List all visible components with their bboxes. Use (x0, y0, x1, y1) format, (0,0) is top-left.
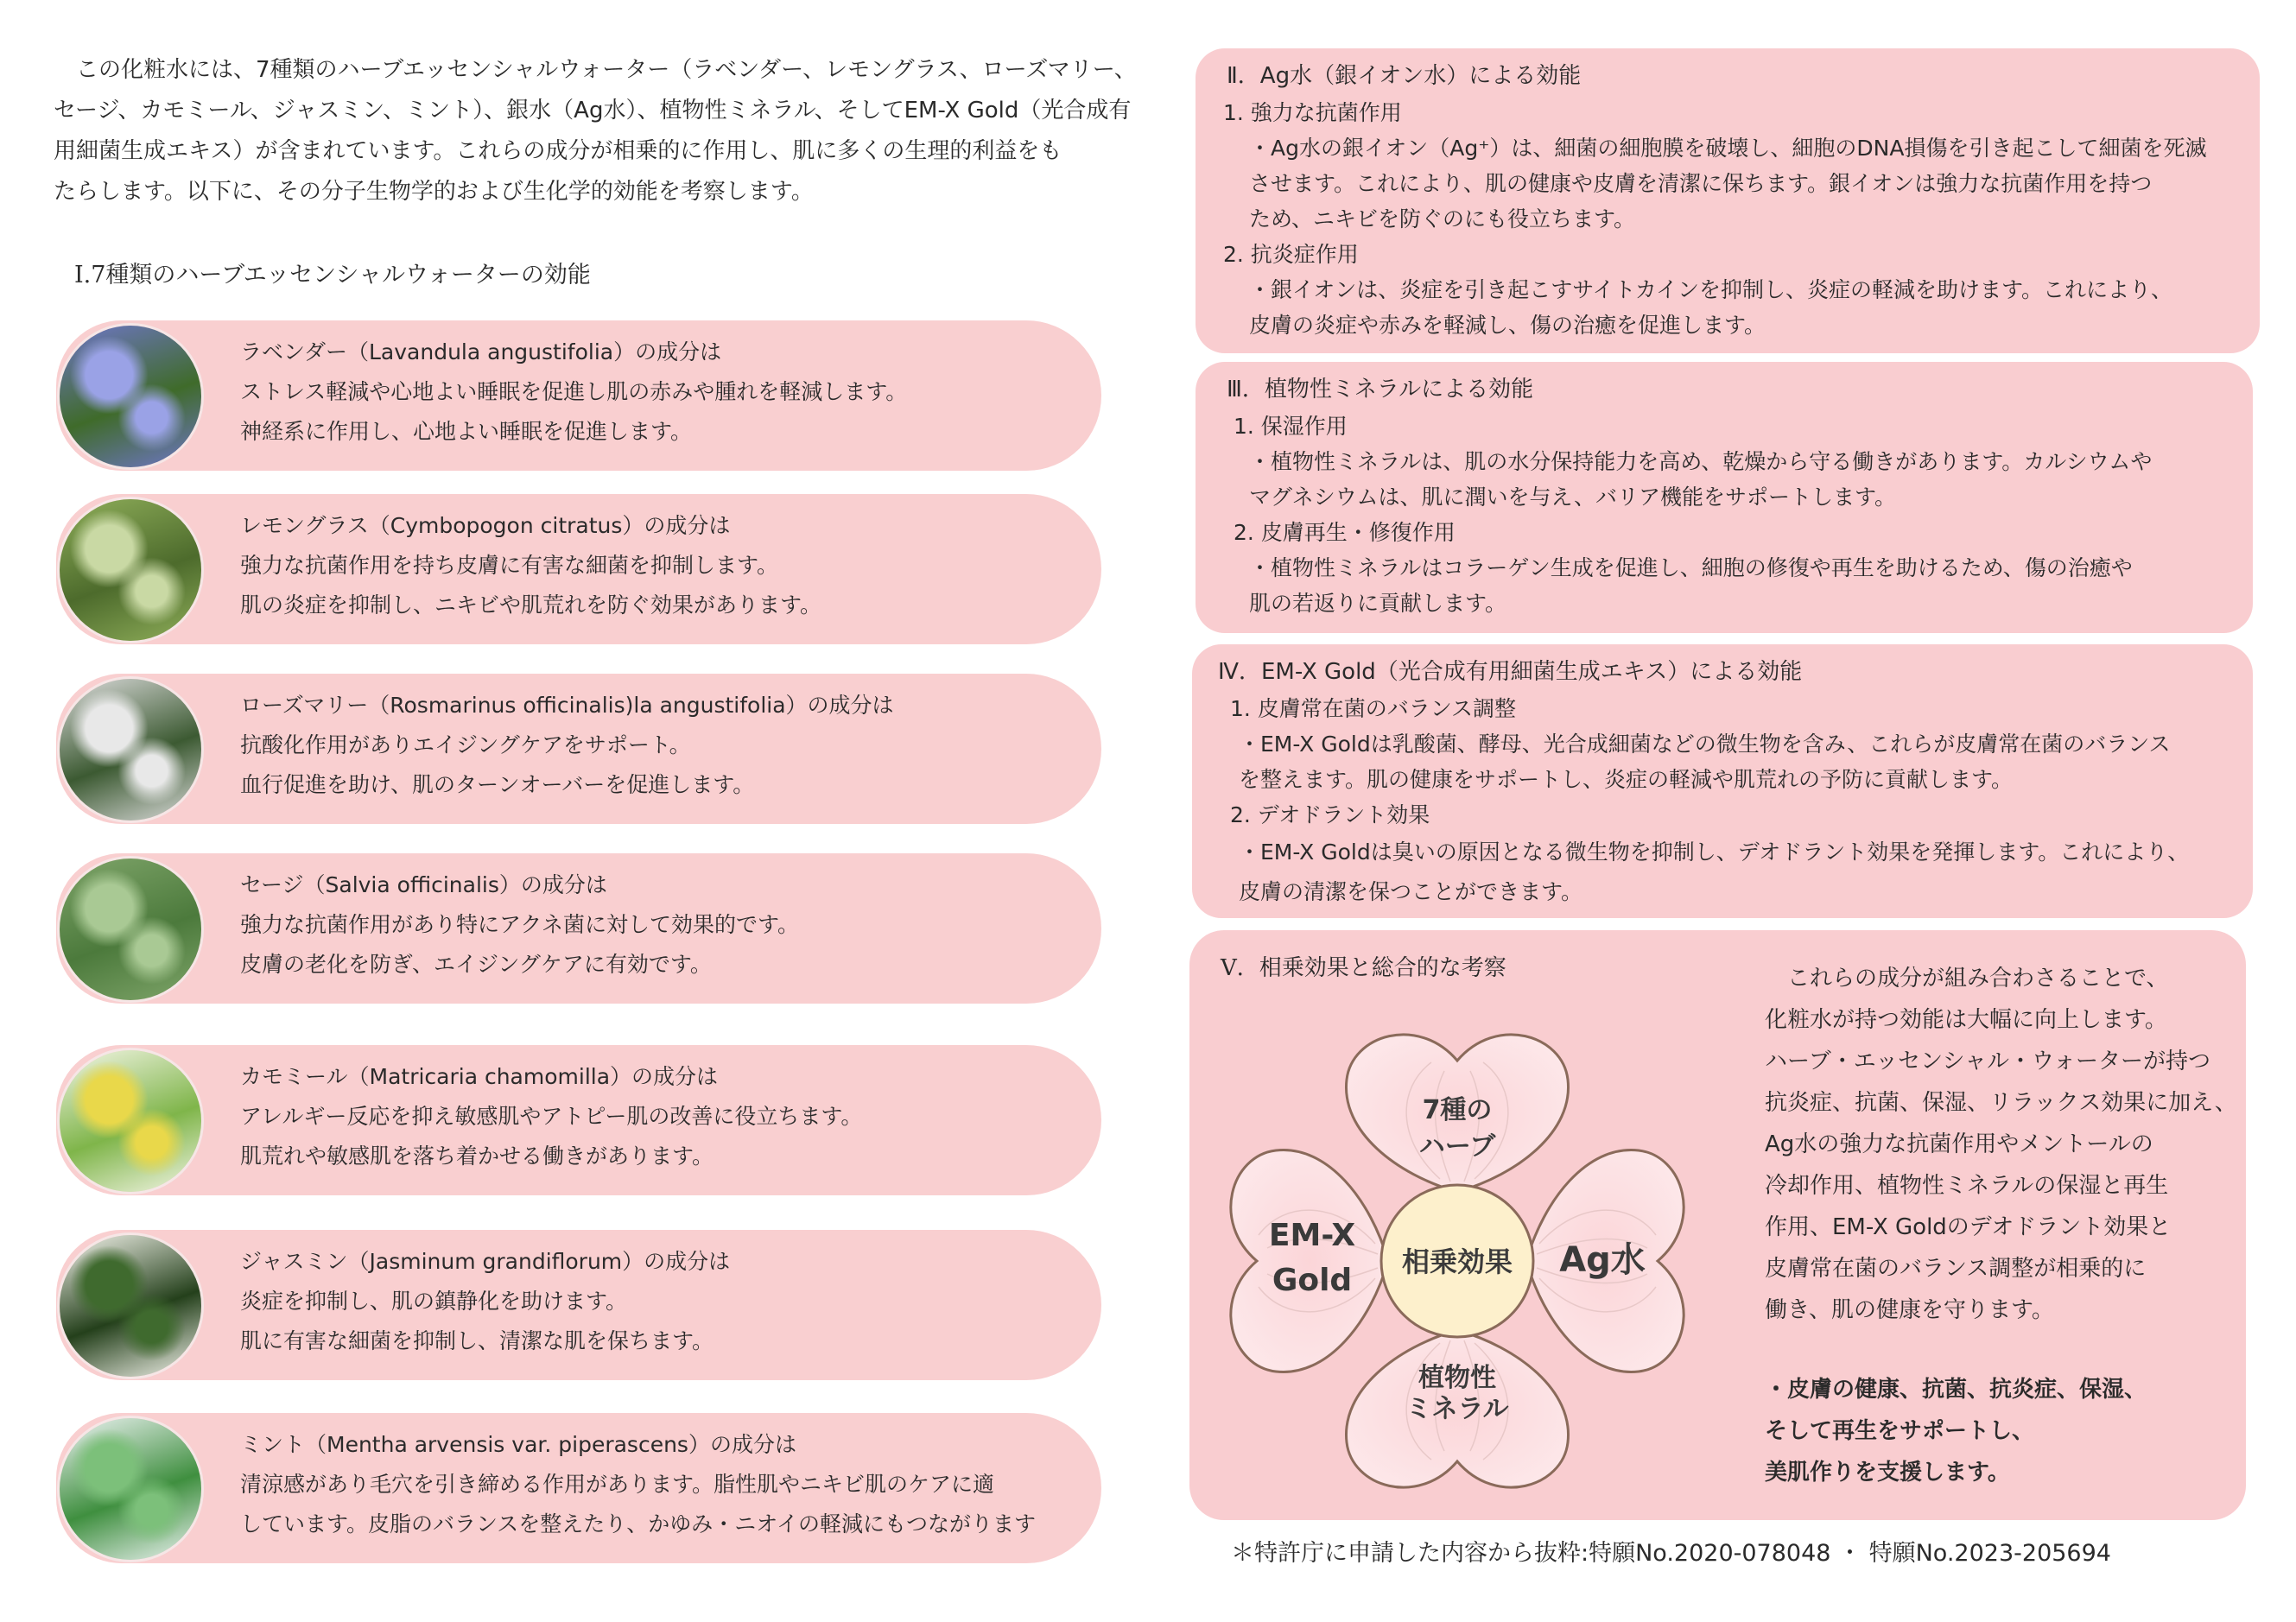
herb-title: ミント（Mentha arvensis var. piperascens）の成分は (240, 1432, 796, 1457)
herb-card (56, 1045, 1101, 1195)
section2-text: 皮膚の炎症や赤みを軽減し、傷の治癒を促進します。 (1249, 313, 1766, 338)
herb-effect: 神経系に作用し、心地よい睡眠を促進します。 (240, 419, 693, 444)
herb-title: セージ（Salvia officinalis）の成分は (240, 872, 607, 897)
section4-text: 皮膚の清潔を保つことができます。 (1239, 879, 1583, 904)
section4-item-heading: 1. 皮膚常在菌のバランス調整 (1230, 696, 1517, 721)
synergy-flower-diagram (1189, 930, 1760, 1520)
herb-title: ジャスミン（Jasminum grandiflorum）の成分は (240, 1249, 731, 1274)
herb-effect: 抗酸化作用がありエイジングケアをサポート。 (240, 732, 691, 757)
petal-left-emx-gold (1231, 1150, 1388, 1372)
herb-text (240, 333, 907, 452)
herb-text (240, 1242, 730, 1361)
section4-text: を整えます。肌の健康をサポートし、炎症の軽減や肌荒れの予防に貢献します。 (1239, 767, 2014, 792)
herb-text (240, 865, 799, 985)
herb-effect: 肌の炎症を抑制し、ニキビや肌荒れを防ぐ効果があります。 (240, 592, 822, 618)
intro-paragraph (54, 50, 1137, 212)
intro-line: セージ、カモミール、ジャスミン、ミント）、銀水（Ag水）、植物性ミネラル、そしてEM-X Gold（光合成有 (54, 98, 1132, 124)
mint-photo (60, 1418, 201, 1560)
section2-box (1196, 48, 2260, 353)
section5-line: 冷却作用、植物性ミネラルの保湿と再生 (1765, 1173, 2169, 1199)
section4-text: ・EM-X Goldは臭いの原因となる微生物を抑制し、デオドラント効果を発揮します。これにより、 (1239, 840, 2190, 865)
herb-title: レモングラス（Cymbopogon citratus）の成分は (240, 513, 731, 538)
herb-effect: 強力な抗菌作用を持ち皮膚に有害な細菌を抑制します。 (240, 553, 779, 578)
lemongrass-photo (60, 499, 201, 641)
section3-item-heading: 1. 保湿作用 (1234, 414, 1348, 439)
intro-line: 用細菌生成エキス）が含まれています。これらの成分が相乗的に作用し、肌に多くの生理的利益をも (54, 138, 1062, 164)
section5-line: 働き、肌の健康を守ります。 (1765, 1297, 2054, 1323)
herb-text (240, 686, 894, 805)
herb-card (56, 1230, 1101, 1380)
patent-footnote: ＊特許庁に申請した内容から抜粋:特願No.2020-078048 ・ 特願No.2023-205694 (1231, 1540, 2111, 1567)
section5-line: ハーブ・エッセンシャル・ウォーターが持つ (1765, 1049, 2210, 1074)
herb-effect: 皮膚の老化を防ぎ、エイジングケアに有効です。 (240, 952, 712, 977)
section4-text: ・EM-X Goldは乳酸菌、酵母、光合成細菌などの微生物を含み、これらが皮膚常在菌のバランス (1239, 732, 2171, 757)
section5-line: Ag水の強力な抗菌作用やメントールの (1765, 1131, 2153, 1157)
section4-title: Ⅳ．EM-X Gold（光合成有用細菌生成エキス）による効能 (1218, 659, 1803, 685)
section3-title: Ⅲ．植物性ミネラルによる効能 (1227, 377, 1534, 402)
section5-title: Ⅴ．相乗効果と総合的な考察 (1221, 955, 1506, 981)
section2-text: させます。これにより、肌の健康や皮膚を清潔に保ちます。銀イオンは強力な抗菌作用を持つ (1249, 171, 2153, 196)
section3-body (1230, 409, 2152, 621)
summary-line: 美肌作りを支援します。 (1765, 1460, 2010, 1486)
section2-item-heading: 2. 抗炎症作用 (1223, 242, 1359, 267)
section2-body (1220, 95, 2206, 343)
jasmine-photo (60, 1235, 201, 1377)
diagram-label-top: 7種の (1422, 1095, 1493, 1125)
section1-title: Ⅰ.7種類のハーブエッセンシャルウォーターの効能 (74, 262, 591, 288)
diagram-label-bottom: ミネラル (1405, 1394, 1509, 1424)
section2-title: Ⅱ．Ag水（銀イオン水）による効能 (1227, 63, 1582, 89)
herb-text (240, 1425, 1036, 1544)
section5-text (1765, 958, 2237, 1331)
section3-text: ・植物性ミネラルは、肌の水分保持能力を高め、乾燥から守る働きがあります。カルシウムや (1249, 449, 2153, 474)
herb-card (56, 1413, 1101, 1563)
herb-card (56, 674, 1101, 824)
herb-effect: 清涼感があり毛穴を引き締める作用があります。脂性肌やニキビ肌のケアに適 (240, 1472, 995, 1497)
diagram-label-right: Ag水 (1559, 1240, 1646, 1280)
herb-effect: アレルギー反応を抑え敏感肌やアトピー肌の改善に役立ちます。 (240, 1104, 863, 1129)
rosemary-photo (60, 679, 201, 821)
diagram-label-top: ハーブ (1418, 1131, 1496, 1162)
intro-line: たらします。以下に、その分子生物学的および生化学的効能を考察します。 (54, 179, 814, 205)
diagram-label-bottom: 植物性 (1418, 1363, 1496, 1393)
section2-text: ・銀イオンは、炎症を引き起こすサイトカインを抑制し、炎症の軽減を助けます。これにより、 (1249, 277, 2173, 302)
section3-text: 肌の若返りに貢献します。 (1249, 591, 1507, 616)
section4-item-heading: 2. デオドラント効果 (1230, 802, 1430, 827)
herb-title: ローズマリー（Rosmarinus officinalis)la angustifolia）の成分は (240, 693, 894, 718)
section2-text: ため、ニキビを防ぐのにも役立ちます。 (1249, 206, 1636, 231)
section3-box (1196, 362, 2253, 633)
section5-line: 皮膚常在菌のバランス調整が相乗的に (1765, 1256, 2147, 1282)
section3-text: ・植物性ミネラルはコラーゲン生成を促進し、細胞の修復や再生を助けるため、傷の治癒や (1249, 555, 2133, 580)
section3-text: マグネシウムは、肌に潤いを与え、バリア機能をサポートします。 (1249, 485, 1897, 510)
section4-body (1227, 691, 2189, 912)
section5-line: 抗炎症、抗菌、保湿、リラックス効果に加え、 (1765, 1090, 2237, 1116)
herb-effect: しています。皮脂のバランスを整えたり、かゆみ・ニオイの軽減にもつながります (240, 1511, 1037, 1536)
section5-summary (1765, 1369, 2147, 1493)
diagram-label-center: 相乗効果 (1401, 1245, 1513, 1278)
herb-effect: 肌荒れや敏感肌を落ち着かせる働きがあります。 (240, 1144, 714, 1169)
herb-text (240, 506, 821, 625)
herb-card (56, 320, 1101, 471)
herb-title: ラベンダー（Lavandula angustifolia）の成分は (240, 339, 722, 364)
section3-item-heading: 2. 皮膚再生・修復作用 (1234, 520, 1456, 545)
summary-line: ・皮膚の健康、抗菌、抗炎症、保湿、 (1765, 1377, 2147, 1403)
herb-text (240, 1057, 862, 1176)
herb-effect: 炎症を抑制し、肌の鎮静化を助けます。 (240, 1289, 628, 1314)
intro-line: この化粧水には、7種類のハーブエッセンシャルウォーター（ラベンダー、レモングラス、ローズマリー、 (54, 57, 1137, 83)
diagram-label-left: EM-X (1268, 1218, 1356, 1253)
section5-line: 化粧水が持つ効能は大幅に向上します。 (1765, 1007, 2167, 1033)
section2-text: ・Ag水の銀イオン（Ag⁺）は、細菌の細胞膜を破壊し、細胞のDNA損傷を引き起こして細菌を死滅 (1249, 136, 2207, 161)
herb-title: カモミール（Matricaria chamomilla）の成分は (240, 1064, 719, 1089)
herb-effect: 血行促進を助け、肌のターンオーバーを促進します。 (240, 772, 755, 797)
herb-effect: 強力な抗菌作用があり特にアクネ菌に対して効果的です。 (240, 912, 800, 937)
summary-line: そして再生をサポートし、 (1765, 1418, 2035, 1444)
diagram-label-left: Gold (1272, 1263, 1353, 1298)
section2-item-heading: 1. 強力な抗菌作用 (1223, 100, 1402, 125)
section5-box (1189, 930, 2246, 1520)
herb-card (56, 494, 1101, 644)
petal-shape (1231, 1150, 1388, 1372)
herb-effect: 肌に有害な細菌を抑制し、清潔な肌を保ちます。 (240, 1328, 714, 1353)
section5-line: 作用、EM-X Goldのデオドラント効果と (1765, 1214, 2172, 1240)
herb-card (56, 853, 1101, 1004)
section5-line: これらの成分が組み合わさることで、 (1765, 966, 2169, 992)
lavandula-photo (60, 326, 201, 467)
section4-box (1192, 644, 2253, 918)
sage-photo (60, 859, 201, 1000)
chamomile-photo (60, 1050, 201, 1192)
herb-effect: ストレス軽減や心地よい睡眠を促進し肌の赤みや腫れを軽減します。 (240, 379, 908, 404)
